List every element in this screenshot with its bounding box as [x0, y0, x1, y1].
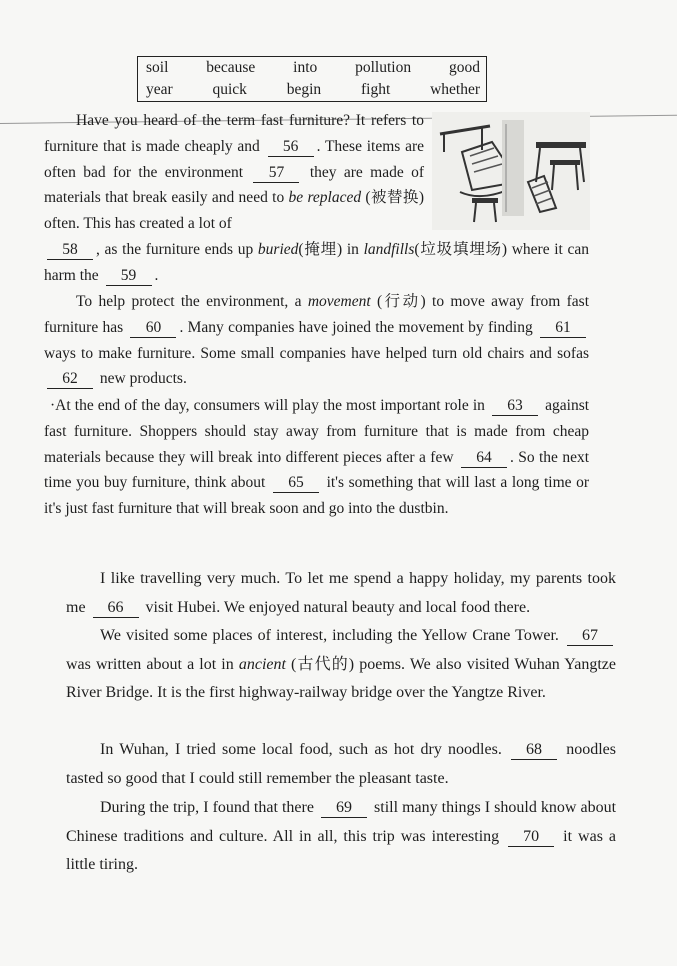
- text: ways to make furniture. Some small companies have helped turn old chairs and sofas: [44, 344, 589, 362]
- chinese-gloss: (垃圾填埋场): [414, 241, 508, 258]
- text: it was a little tiring.: [66, 827, 617, 873]
- italic-term: be replaced: [288, 189, 362, 207]
- text: to move away from fast furniture has: [44, 293, 590, 336]
- passage2-paragraph2: [66, 622, 616, 708]
- passage2-paragraph3: [66, 736, 616, 793]
- text: During the trip, I found that there: [100, 799, 314, 816]
- text: they are made of materials that break easily and need to: [44, 163, 425, 207]
- chinese-gloss: (古代的): [291, 655, 355, 673]
- text: it's something that will last a long time or it's just fast furniture that will break soon and go into the dustbin.: [44, 474, 590, 518]
- answer-blank-56[interactable]: 56: [268, 138, 314, 157]
- passage1-paragraph1: [44, 108, 424, 237]
- chinese-gloss: (掩埋): [298, 241, 343, 258]
- word-bank-word: quick: [212, 81, 247, 98]
- word-bank-word: fight: [360, 81, 391, 98]
- answer-blank-69[interactable]: 69: [321, 799, 367, 818]
- text: visit Hubei. We enjoyed natural beauty and local food there.: [145, 598, 531, 616]
- answer-blank-68[interactable]: 68: [511, 741, 557, 760]
- word-bank-word: soil: [146, 59, 169, 76]
- text: , as the furniture ends up: [96, 241, 254, 258]
- text: . Many companies have joined the movement by finding: [179, 318, 533, 336]
- answer-blank-65[interactable]: 65: [273, 474, 319, 493]
- text: . These items are often bad for the environment: [44, 137, 425, 181]
- answer-blank-64[interactable]: 64: [461, 449, 507, 468]
- answer-blank-62[interactable]: 62: [47, 370, 93, 389]
- answer-blank-67[interactable]: 67: [567, 627, 613, 646]
- answer-blank-61[interactable]: 61: [540, 319, 586, 338]
- word-bank-box: [137, 56, 487, 102]
- answer-blank-57[interactable]: 57: [253, 164, 299, 183]
- text: where it can harm the: [44, 241, 590, 284]
- text: was written about a lot in: [66, 655, 234, 673]
- text: new products.: [99, 370, 187, 388]
- answer-blank-58[interactable]: 58: [47, 241, 93, 260]
- passage1-paragraph3: [44, 393, 589, 522]
- chinese-gloss: (被替换): [365, 189, 424, 207]
- word-bank-word: into: [293, 59, 318, 76]
- word-bank-word: year: [146, 81, 173, 98]
- word-bank-row-2: [138, 79, 486, 101]
- italic-term: landfills: [363, 241, 415, 258]
- passage1-paragraph1-cont: [44, 237, 589, 289]
- text: against fast furniture. Shoppers should stay away from furniture that is made from cheap materials because they will break into different pieces after a few: [44, 397, 590, 466]
- text: I like travelling very much. To let me spend a happy holiday, my parents took me: [66, 570, 616, 616]
- text: We visited some places of interest, including the Yellow Crane Tower.: [100, 627, 559, 644]
- answer-blank-66[interactable]: 66: [93, 599, 139, 618]
- answer-blank-59[interactable]: 59: [106, 267, 152, 286]
- text: Have you heard of the term fast furniture? It refers to furniture that is made cheaply and: [44, 112, 424, 155]
- word-bank-word: pollution: [355, 59, 412, 76]
- text: noodles tasted so good that I could still remember the pleasant taste.: [66, 741, 617, 787]
- chinese-gloss: (行动): [377, 293, 426, 310]
- text: In Wuhan, I tried some local food, such as hot dry noodles.: [100, 741, 502, 758]
- text: .: [154, 266, 159, 284]
- passage1-paragraph2: [44, 289, 589, 392]
- word-bank-word: begin: [286, 81, 322, 98]
- word-bank-row-1: [138, 57, 486, 79]
- text: often. This has created a lot of: [44, 215, 232, 233]
- answer-blank-70[interactable]: 70: [508, 828, 554, 847]
- italic-term: buried: [257, 241, 299, 258]
- text: in: [346, 241, 359, 258]
- word-bank-word: good: [448, 59, 480, 76]
- text: ·At the end of the day, consumers will play the most important role in: [50, 397, 485, 414]
- italic-term: ancient: [238, 655, 286, 673]
- passage2-paragraph1: [66, 565, 616, 622]
- text: poems. We also visited Wuhan Yangtze River Bridge. It is the first highway-railway bridge over the Yangtze River.: [66, 655, 617, 701]
- answer-blank-63[interactable]: 63: [492, 397, 538, 416]
- word-bank-word: because: [206, 59, 256, 76]
- passage2-paragraph4: [66, 794, 616, 880]
- furniture-illustration: [432, 112, 590, 230]
- text: . So the next time you buy furniture, think about: [44, 448, 590, 492]
- text: To help protect the environment, a: [76, 293, 302, 310]
- word-bank-word: whether: [430, 81, 480, 98]
- italic-term: movement: [307, 293, 371, 310]
- text: still many things I should know about Chinese traditions and culture. All in all, this trip was interesting: [66, 799, 617, 845]
- answer-blank-60[interactable]: 60: [130, 319, 176, 338]
